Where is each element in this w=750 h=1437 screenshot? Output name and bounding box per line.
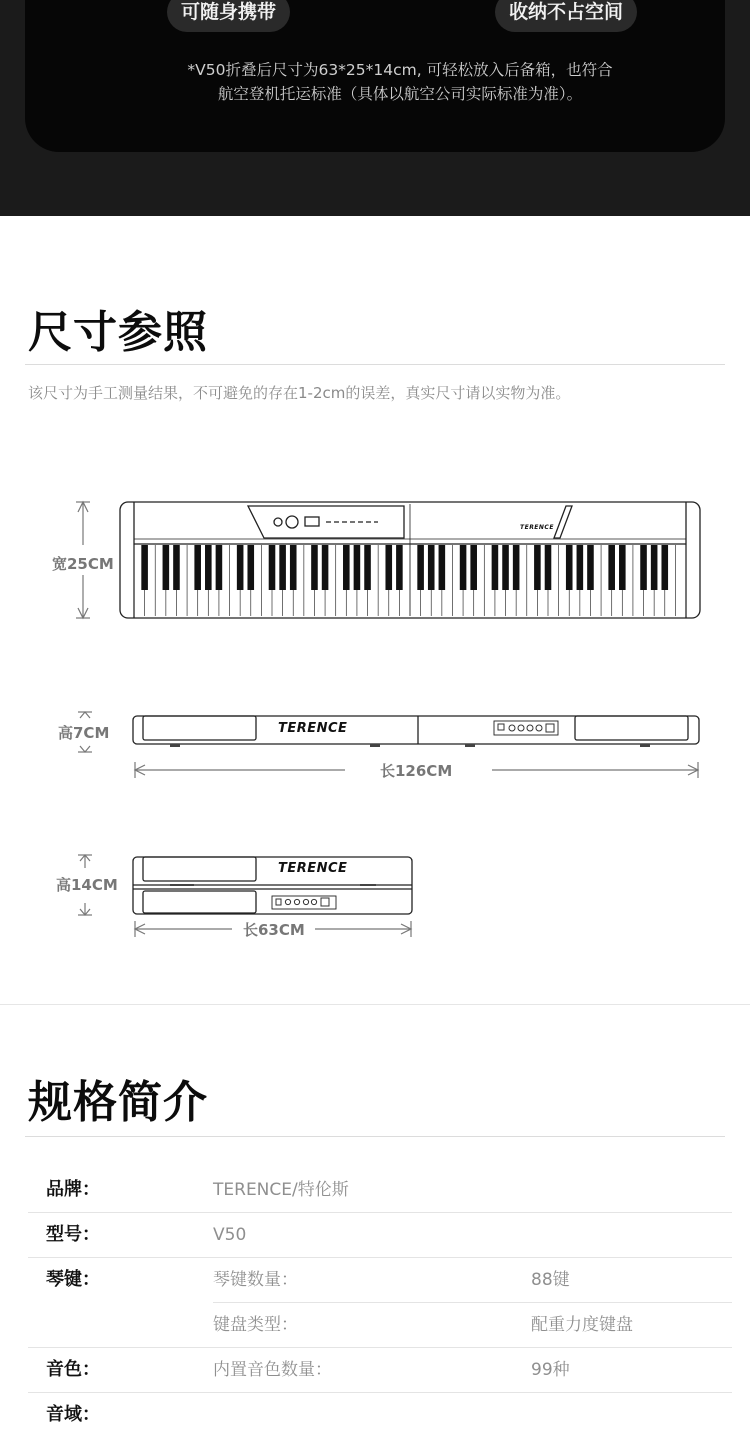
measurement-note: 该尺寸为手工测量结果，不可避免的存在1-2cm的误差，真实尺寸请以实物为准。	[28, 384, 571, 402]
black-key	[534, 545, 541, 590]
black-key	[163, 545, 170, 590]
specs-title: 规格简介	[28, 1077, 208, 1128]
spec-sub-label: 键盘类型：	[213, 1315, 298, 1335]
spec-sub-label: 内置音色数量：	[213, 1360, 332, 1380]
spec-row-range	[28, 1393, 732, 1437]
black-key	[343, 545, 350, 590]
spec-row-voices	[28, 1348, 732, 1393]
brand-logo-top: TERENCE	[520, 524, 554, 531]
spec-value: TERENCE/特伦斯	[213, 1180, 349, 1200]
spec-row-keys	[28, 1258, 732, 1303]
spec-category: 琴键：	[46, 1269, 100, 1290]
spec-sub-value: 88键	[531, 1258, 732, 1303]
black-key	[385, 545, 392, 590]
black-key	[269, 545, 276, 590]
black-key	[439, 545, 446, 590]
spec-category	[28, 1303, 213, 1347]
black-key	[311, 545, 318, 590]
black-key	[194, 545, 201, 590]
black-key	[354, 545, 361, 590]
black-key	[364, 545, 371, 590]
black-key	[428, 545, 435, 590]
black-key	[173, 545, 180, 590]
black-key	[661, 545, 668, 590]
spec-sub-label: 琴键数量：	[213, 1258, 531, 1303]
spec-category: 音域：	[46, 1404, 100, 1425]
spec-row-brand	[28, 1168, 732, 1213]
portable-pill: 可随身携带	[167, 0, 290, 32]
folded-length-label: 长63CM	[243, 921, 305, 939]
black-key	[205, 545, 212, 590]
black-key	[502, 545, 509, 590]
length-label: 长126CM	[380, 762, 453, 780]
spec-category: 音色：	[46, 1359, 100, 1380]
width-label: 宽25CM	[52, 555, 114, 573]
spec-category: 型号：	[46, 1224, 100, 1245]
divider	[25, 1136, 725, 1137]
black-key	[322, 545, 329, 590]
spec-category: 品牌：	[46, 1179, 100, 1200]
black-key	[247, 545, 254, 590]
storage-pill: 收纳不占空间	[495, 0, 637, 32]
spec-value: V50	[213, 1225, 247, 1245]
black-key	[290, 545, 297, 590]
black-key	[492, 545, 499, 590]
dimensions-title: 尺寸参照	[28, 307, 208, 358]
brand-logo-folded: TERENCE	[278, 861, 348, 876]
section-separator	[0, 1004, 750, 1005]
black-key	[460, 545, 467, 590]
black-key	[587, 545, 594, 590]
black-key	[577, 545, 584, 590]
black-key	[566, 545, 573, 590]
black-key	[608, 545, 615, 590]
black-key	[279, 545, 286, 590]
spec-sub-label	[213, 1393, 531, 1437]
black-key	[417, 545, 424, 590]
spec-sub-value: 配重力度键盘	[531, 1315, 633, 1335]
brand-logo-side: TERENCE	[278, 721, 348, 736]
spec-row-model	[28, 1213, 732, 1258]
spec-sub-value: 99种	[531, 1360, 570, 1380]
spec-row-key-type	[28, 1303, 732, 1348]
black-key	[619, 545, 626, 590]
black-key	[470, 545, 477, 590]
spec-sub-value	[531, 1393, 732, 1437]
black-key	[237, 545, 244, 590]
height-label: 高7CM	[58, 724, 110, 742]
black-key	[141, 545, 148, 590]
folded-height-label: 高14CM	[56, 876, 118, 894]
spec-table	[28, 1168, 732, 1437]
black-key	[651, 545, 658, 590]
black-key	[216, 545, 223, 590]
black-key	[396, 545, 403, 590]
black-key	[545, 545, 552, 590]
black-key	[640, 545, 647, 590]
black-key	[513, 545, 520, 590]
folded-size-note-line1: *V50折叠后尺寸为63*25*14cm, 可轻松放入后备箱，也符合	[187, 61, 613, 79]
folded-size-note-line2: 航空登机托运标准（具体以航空公司实际标准为准）。	[217, 85, 583, 103]
